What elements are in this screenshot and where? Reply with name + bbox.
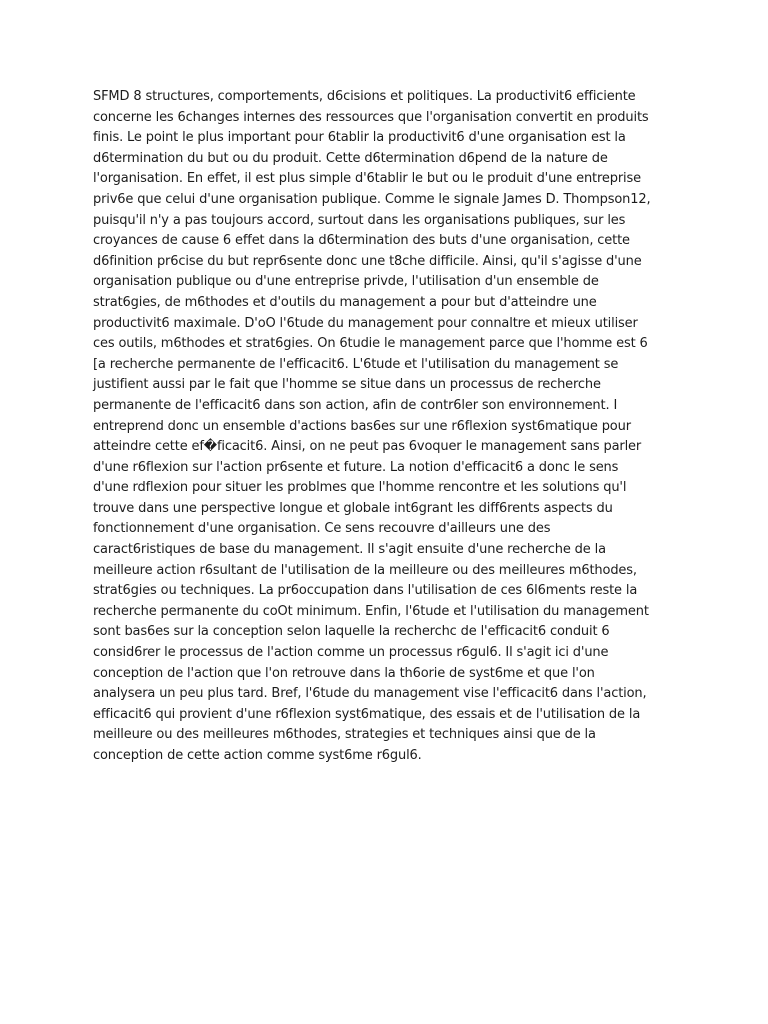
text-line: atteindre cette ef�ficacit6. Ainsi, on ne peut pas 6voquer le management sans parler xyxy=(93,439,642,455)
text-line: conception de l'action que l'on retrouve dans la th6orie de syst6me et que l'on xyxy=(93,665,595,681)
text-line: puisqu'il n'y a pas toujours accord, surtout dans les organisations publiques, sur les xyxy=(93,212,626,228)
text-line: [a recherche permanente de l'efficacit6. L'6tude et l'utilisation du management se xyxy=(93,356,619,372)
text-line: permanente de l'efficacit6 dans son action, afin de contr6ler son environnement. I xyxy=(93,397,618,413)
text-line: justifient aussi par le fait que l'homme se situe dans un processus de recherche xyxy=(93,377,601,393)
text-line: fonctionnement d'une organisation. Ce sens recouvre d'ailleurs une des xyxy=(93,521,551,537)
text-line: d6termination du but ou du produit. Cette d6termination d6pend de la nature de xyxy=(93,150,608,166)
text-line: conception de cette action comme syst6me r6gul6. xyxy=(93,748,422,763)
text-line: entreprend donc un ensemble d'actions bas6es sur une r6flexion syst6matique pour xyxy=(93,418,631,434)
text-line: sont bas6es sur la conception selon laquelle la recherchc de l'efficacit6 conduit 6 xyxy=(93,624,610,640)
text-line: d'une r6flexion sur l'action pr6sente et future. La notion d'efficacit6 a donc le sens xyxy=(93,459,619,475)
text-line: caract6ristiques de base du management. Il s'agit ensuite d'une recherche de la xyxy=(93,542,606,558)
text-line: croyances de cause 6 effet dans la d6termination des buts d'une organisation, cette xyxy=(93,233,630,249)
text-line: meilleure ou des meilleures m6thodes, strategies et techniques ainsi que de la xyxy=(93,727,596,743)
text-line: trouve dans une perspective longue et globale int6grant les diff6rents aspects du xyxy=(93,500,613,516)
text-line: consid6rer le processus de l'action comme un processus r6gul6. Il s'agit ici d'une xyxy=(93,645,609,661)
body-paragraph xyxy=(93,87,693,767)
text-line: organisation publique ou d'une entreprise privde, l'utilisation d'un ensemble de xyxy=(93,274,599,290)
text-line: finis. Le point le plus important pour 6tablir la productivit6 d'une organisation est la xyxy=(93,130,626,146)
text-line: efficacit6 qui provient d'une r6flexion syst6matique, des essais et de l'utilisation de la xyxy=(93,706,641,722)
text-line: ces outils, m6thodes et strat6gies. On 6tudie le management parce que l'homme est 6 xyxy=(93,336,648,352)
text-line: productivit6 maximale. D'oO l'6tude du management pour connaltre et mieux utiliser xyxy=(93,315,638,331)
text-line: recherche permanente du coOt minimum. Enfin, l'6tude et l'utilisation du management xyxy=(93,603,649,619)
text-line: concerne les 6changes internes des ressources que l'organisation convertit en produits xyxy=(93,109,649,125)
text-line: l'organisation. En effet, il est plus simple d'6tablir le but ou le produit d'une entreprise xyxy=(93,171,641,187)
text-line: strat6gies, de m6thodes et d'outils du management a pour but d'atteindre une xyxy=(93,294,597,310)
text-line: d6finition pr6cise du but repr6sente donc une t8che difficile. Ainsi, qu'il s'agisse d'une xyxy=(93,253,642,269)
text-line: strat6gies ou techniques. La pr6occupation dans l'utilisation de ces 6l6ments reste la xyxy=(93,583,638,599)
text-line: SFMD 8 structures, comportements, d6cisions et politiques. La productivit6 efficiente xyxy=(93,89,636,104)
text-line: priv6e que celui d'une organisation publique. Comme le signale James D. Thompson12, xyxy=(93,191,651,207)
text-line: d'une rdflexion pour situer les problmes que l'homme rencontre et les solutions qu'l xyxy=(93,480,627,496)
text-line: analysera un peu plus tard. Bref, l'6tude du management vise l'efficacit6 dans l'action, xyxy=(93,686,647,702)
text-line: meilleure action r6sultant de l'utilisation de la meilleure ou des meilleures m6thodes, xyxy=(93,562,637,578)
